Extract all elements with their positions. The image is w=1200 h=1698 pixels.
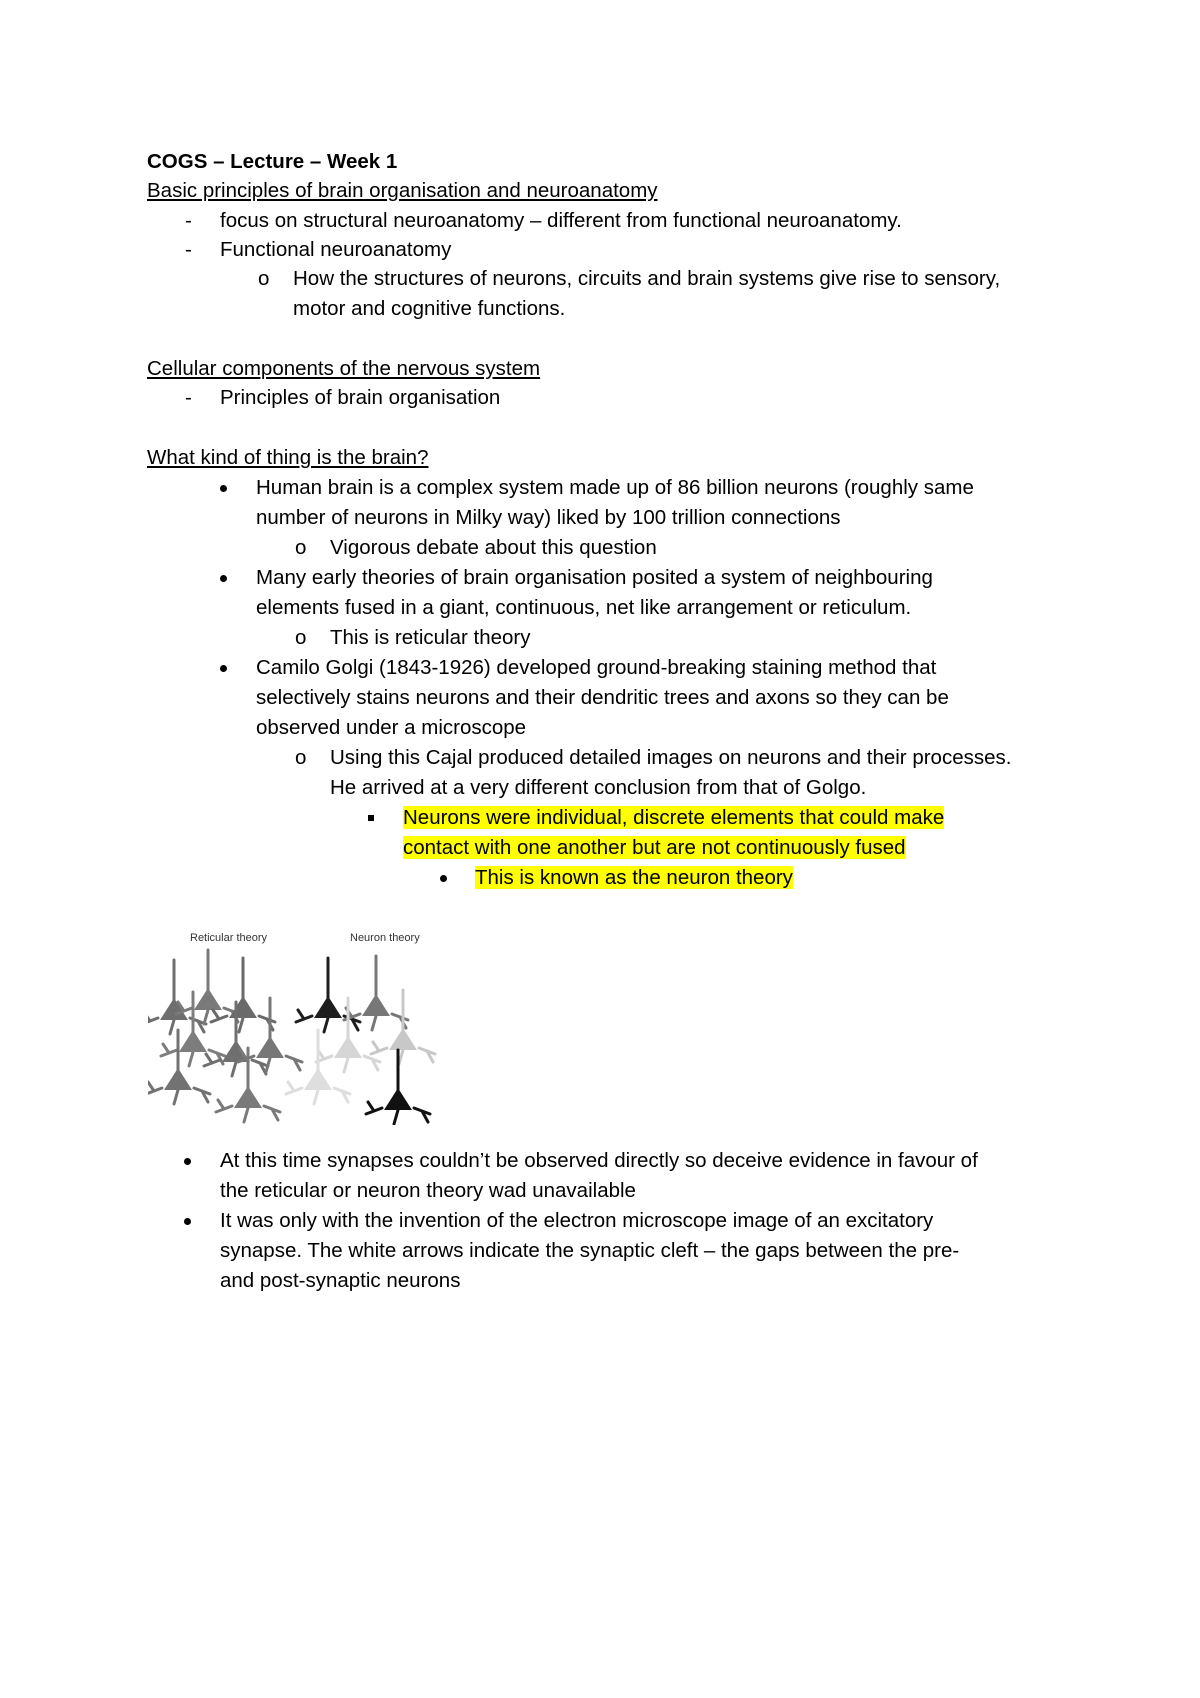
section-heading-cellular-components: Cellular components of the nervous system [147,357,541,380]
list-item: How the structures of neurons, circuits and brain systems give rise to sensory, [293,267,1001,290]
neuron-shape [148,1030,210,1104]
neuron-shape [148,960,206,1034]
bullet-icon [184,1158,191,1165]
dash-marker: - [185,238,192,261]
neuron-shape [286,1030,350,1104]
list-item: This is reticular theory [330,626,531,649]
neuron-diagram [148,930,462,1125]
neuron-shape [296,958,360,1032]
bullet-icon [184,1218,191,1225]
highlighted-text: Neurons were individual, discrete elements that could make [403,806,945,829]
list-item: Principles of brain organisation [220,386,501,409]
list-item: Using this Cajal produced detailed images on neurons and their processes. [330,746,1012,769]
neuron-theory-figure [148,930,462,1125]
list-item-continuation: the reticular or neuron theory wad unavailable [220,1179,636,1202]
list-item-continuation: synapse. The white arrows indicate the synaptic cleft – the gaps between the pre- [220,1239,960,1262]
circle-marker: o [295,626,307,649]
neuron-shape [211,958,275,1032]
neuron-shape [176,950,240,1024]
circle-marker: o [258,267,270,290]
bullet-icon [220,485,227,492]
bullet-icon [440,875,447,882]
highlighted-text: This is known as the neuron theory [475,866,793,889]
list-item: Many early theories of brain organisation posited a system of neighbouring [256,566,933,589]
dash-marker: - [185,386,192,409]
list-item-continuation: selectively stains neurons and their dendritic trees and axons so they can be [256,686,949,709]
list-item: Camilo Golgi (1843-1926) developed ground-breaking staining method that [256,656,937,679]
highlighted-text: contact with one another but are not continuously fused [403,836,906,859]
list-item: Human brain is a complex system made up of 86 billion neurons (roughly same [256,476,974,499]
circle-marker: o [295,536,307,559]
list-item: Vigorous debate about this question [330,536,657,559]
circle-marker: o [295,746,307,769]
dash-marker: - [185,209,192,232]
highlight-line-wrap [475,865,793,891]
list-item-continuation: number of neurons in Milky way) liked by 100 trillion connections [256,506,841,529]
list-item: It was only with the invention of the electron microscope image of an excitatory [220,1209,934,1232]
list-item-continuation: He arrived at a very different conclusion from that of Golgo. [330,776,867,799]
highlight-line-wrap [403,805,944,831]
doc-title: COGS – Lecture – Week 1 [147,150,398,173]
list-item-continuation: observed under a microscope [256,716,527,739]
square-bullet-icon [368,815,374,821]
list-item: At this time synapses couldn’t be observed directly so deceive evidence in favour of [220,1149,978,1172]
neuron-shape [371,990,435,1064]
figure-label-neuron: Neuron theory [350,932,420,944]
list-item-continuation: and post-synaptic neurons [220,1269,461,1292]
highlight-line-wrap [403,835,906,861]
bullet-icon [220,575,227,582]
bullet-icon [220,665,227,672]
list-item: Functional neuroanatomy [220,238,452,261]
section-heading-basic-principles: Basic principles of brain organisation and neuroanatomy [147,179,658,202]
list-item: focus on structural neuroanatomy – different from functional neuroanatomy. [220,209,902,232]
list-item-continuation: elements fused in a giant, continuous, net like arrangement or reticulum. [256,596,912,619]
figure-label-reticular: Reticular theory [190,932,268,944]
list-item-continuation: motor and cognitive functions. [293,297,566,320]
section-heading-what-kind: What kind of thing is the brain? [147,446,429,469]
